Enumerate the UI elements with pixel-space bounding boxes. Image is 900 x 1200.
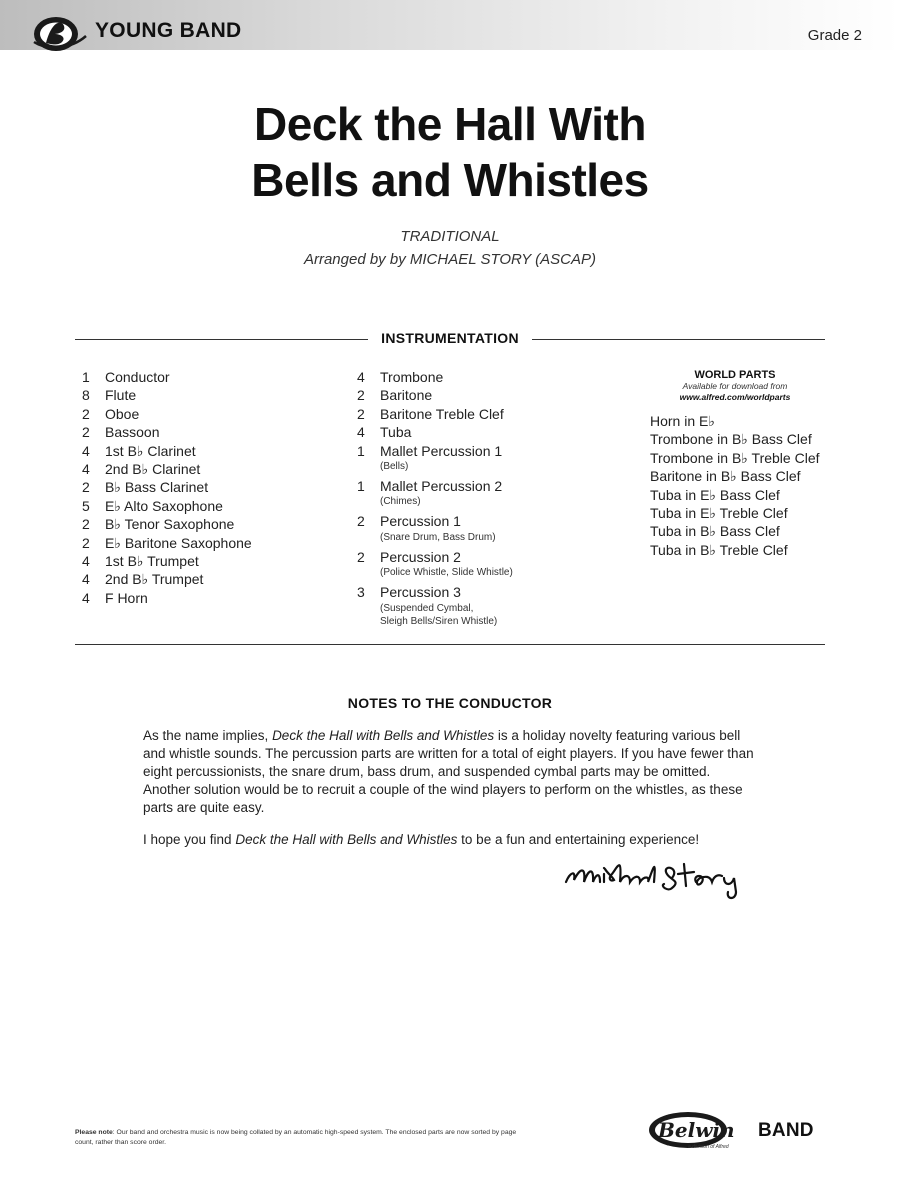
world-part-item: Horn in E♭ <box>650 413 715 429</box>
instrument-detail: (Chimes) <box>380 496 421 508</box>
arranger-signature <box>560 852 765 902</box>
instrument-quantity: 8 <box>82 387 90 404</box>
instrument-entry <box>105 442 196 460</box>
footer-note: Please note: Our band and orchestra music is now being collated by an automatic high-speed system. The enclosed parts are now sorted by page count, rather than score order. <box>75 1129 517 1146</box>
instrument-row <box>82 497 332 515</box>
instrument-entry <box>105 460 200 478</box>
world-part-item: Baritone in B♭ Bass Clef <box>650 468 801 485</box>
instrumentation-bottom-rule <box>75 644 825 645</box>
instrument-row <box>82 460 332 478</box>
instrument-list-column-1 <box>82 368 332 607</box>
instrument-row <box>82 515 332 533</box>
instrument-name: 2nd B♭ Clarinet <box>105 461 201 478</box>
instrument-name: B♭ Bass Clarinet <box>105 479 209 496</box>
instrument-entry <box>105 497 223 515</box>
footer-division-label: a division of Alfred <box>688 1144 729 1150</box>
instrument-row <box>357 477 617 512</box>
instrument-quantity: 2 <box>357 405 365 422</box>
instrument-entry <box>105 552 199 570</box>
instrument-entry <box>380 548 513 583</box>
instrument-name: E♭ Alto Saxophone <box>105 497 223 514</box>
instrument-entry <box>380 512 496 547</box>
instrument-name: F Horn <box>105 589 148 606</box>
instrument-name: Tuba <box>380 424 412 441</box>
notes-paragraph-2: I hope you find Deck the Hall with Bells and Whistles to be a fun and entertaining experience! <box>143 832 700 847</box>
instrument-quantity: 2 <box>82 479 90 496</box>
instrument-name: 2nd B♭ Trumpet <box>105 571 204 588</box>
instrument-quantity: 1 <box>357 478 365 495</box>
instrument-quantity: 3 <box>357 584 365 601</box>
instrument-name: Flute <box>105 387 137 404</box>
instrument-quantity: 5 <box>82 497 90 514</box>
instrument-detail: Sleigh Bells/Siren Whistle) <box>380 615 498 627</box>
instrument-row <box>357 386 617 404</box>
instrument-quantity: 2 <box>357 513 365 530</box>
instrument-row <box>82 386 332 404</box>
world-parts-url[interactable]: www.alfred.com/worldparts <box>679 392 791 402</box>
instrument-entry <box>380 442 502 477</box>
world-part-item: Tuba in B♭ Bass Clef <box>650 523 780 540</box>
instrument-name: Bassoon <box>105 424 160 441</box>
instrument-detail: (Suspended Cymbal, <box>380 602 474 614</box>
instrument-entry <box>105 405 139 423</box>
instrument-quantity: 1 <box>82 369 90 385</box>
world-parts-heading: WORLD PARTS <box>694 369 776 381</box>
instrument-row <box>82 534 332 552</box>
instrument-name: Percussion 3 <box>380 584 461 601</box>
instrument-quantity: 4 <box>82 553 90 570</box>
composer-credit: TRADITIONAL <box>400 228 500 245</box>
instrument-quantity: 4 <box>357 424 365 441</box>
instrument-entry <box>105 534 252 552</box>
young-band-logo-icon <box>32 12 88 54</box>
instrument-entry <box>105 423 159 441</box>
page-title-line-2: Bells and Whistles <box>251 154 649 206</box>
world-parts-box <box>650 369 840 559</box>
instrument-name: Mallet Percussion 1 <box>380 442 503 459</box>
instrument-row <box>82 570 332 588</box>
instrumentation-heading: INSTRUMENTATION <box>381 330 519 346</box>
instrument-row <box>82 405 332 423</box>
instrument-detail: (Bells) <box>380 461 409 473</box>
instrument-entry <box>105 368 170 386</box>
instrument-name: Percussion 1 <box>380 513 461 530</box>
belwin-script-text: Belwin <box>658 1118 735 1142</box>
instrument-name: Percussion 2 <box>380 548 461 565</box>
instrument-entry <box>105 515 234 533</box>
instrument-name: Oboe <box>105 405 140 422</box>
instrument-row <box>82 442 332 460</box>
instrument-row <box>357 512 617 547</box>
instrument-quantity: 4 <box>82 442 90 459</box>
instrument-entry <box>380 423 411 441</box>
world-parts-note: Available for download from <box>682 381 788 391</box>
world-part-item: Trombone in B♭ Bass Clef <box>650 431 812 448</box>
instrument-entry <box>380 477 502 512</box>
page-title-line-1: Deck the Hall With <box>254 98 646 150</box>
instrument-name: B♭ Tenor Saxophone <box>105 516 235 533</box>
instrument-quantity: 2 <box>357 548 365 565</box>
instrument-list-column-2 <box>357 368 617 632</box>
instrument-quantity: 4 <box>82 589 90 606</box>
instrument-row <box>357 405 617 423</box>
notes-paragraph-1: As the name implies, Deck the Hall with Bells and Whistles is a holiday novelty featuring various bell and whistle sounds. The percussion parts are written for a total of eight players. If you have fewer than eight percussionists, the snare drum, bass drum, and suspended cymbal parts may be omitted. Another solution would be to recruit a couple of the wind players to perform on the whistles, as these parts are quite easy. <box>143 728 754 815</box>
instrument-name: 1st B♭ Clarinet <box>105 442 196 459</box>
instrument-row <box>357 368 617 386</box>
instrument-name: E♭ Baritone Saxophone <box>105 534 252 551</box>
instrument-entry <box>380 386 432 404</box>
instrument-entry <box>105 386 136 404</box>
world-part-item: Tuba in E♭ Bass Clef <box>650 486 780 503</box>
instrument-entry <box>380 405 504 423</box>
instrument-row <box>357 423 617 441</box>
instrument-quantity: 2 <box>82 405 90 422</box>
instrument-name: Baritone <box>380 387 433 404</box>
instrument-entry <box>105 589 148 607</box>
instrument-quantity: 4 <box>82 571 90 588</box>
instrument-row <box>82 368 332 386</box>
instrument-quantity: 2 <box>82 534 90 551</box>
instrument-row <box>82 423 332 441</box>
instrument-quantity: 2 <box>82 424 90 441</box>
arranger-credit: Arranged by by MICHAEL STORY (ASCAP) <box>303 251 597 268</box>
instrument-quantity: 1 <box>357 442 365 459</box>
instrument-quantity: 2 <box>82 516 90 533</box>
notes-heading: NOTES TO THE CONDUCTOR <box>347 695 553 711</box>
instrument-row <box>357 583 617 631</box>
world-part-item: Tuba in B♭ Treble Clef <box>650 541 788 558</box>
instrument-entry <box>380 583 497 631</box>
instrument-row <box>357 548 617 583</box>
world-part-item: Tuba in E♭ Treble Clef <box>650 505 788 522</box>
series-label: YOUNG BAND <box>95 19 242 42</box>
instrument-quantity: 4 <box>82 461 90 478</box>
instrument-name: Trombone <box>380 369 444 385</box>
instrument-name: 1st B♭ Trumpet <box>105 553 199 570</box>
instrument-entry <box>105 570 203 588</box>
instrument-name: Conductor <box>105 369 170 385</box>
instrument-name: Baritone Treble Clef <box>380 405 504 422</box>
world-parts-list <box>650 412 840 559</box>
instrument-entry <box>380 368 443 386</box>
instrument-entry <box>105 478 208 496</box>
instrument-quantity: 4 <box>357 369 365 385</box>
instrument-detail: (Police Whistle, Slide Whistle) <box>380 567 513 579</box>
grade-label: Grade 2 <box>807 27 862 44</box>
instrument-row <box>82 589 332 607</box>
instrument-row <box>357 442 617 477</box>
instrument-row <box>82 478 332 496</box>
instrument-row <box>82 552 332 570</box>
instrument-detail: (Snare Drum, Bass Drum) <box>380 531 496 543</box>
footer-brand-label: BAND <box>758 1120 814 1141</box>
instrument-name: Mallet Percussion 2 <box>380 478 503 495</box>
world-part-item: Trombone in B♭ Treble Clef <box>650 449 820 466</box>
instrument-quantity: 2 <box>357 387 365 404</box>
